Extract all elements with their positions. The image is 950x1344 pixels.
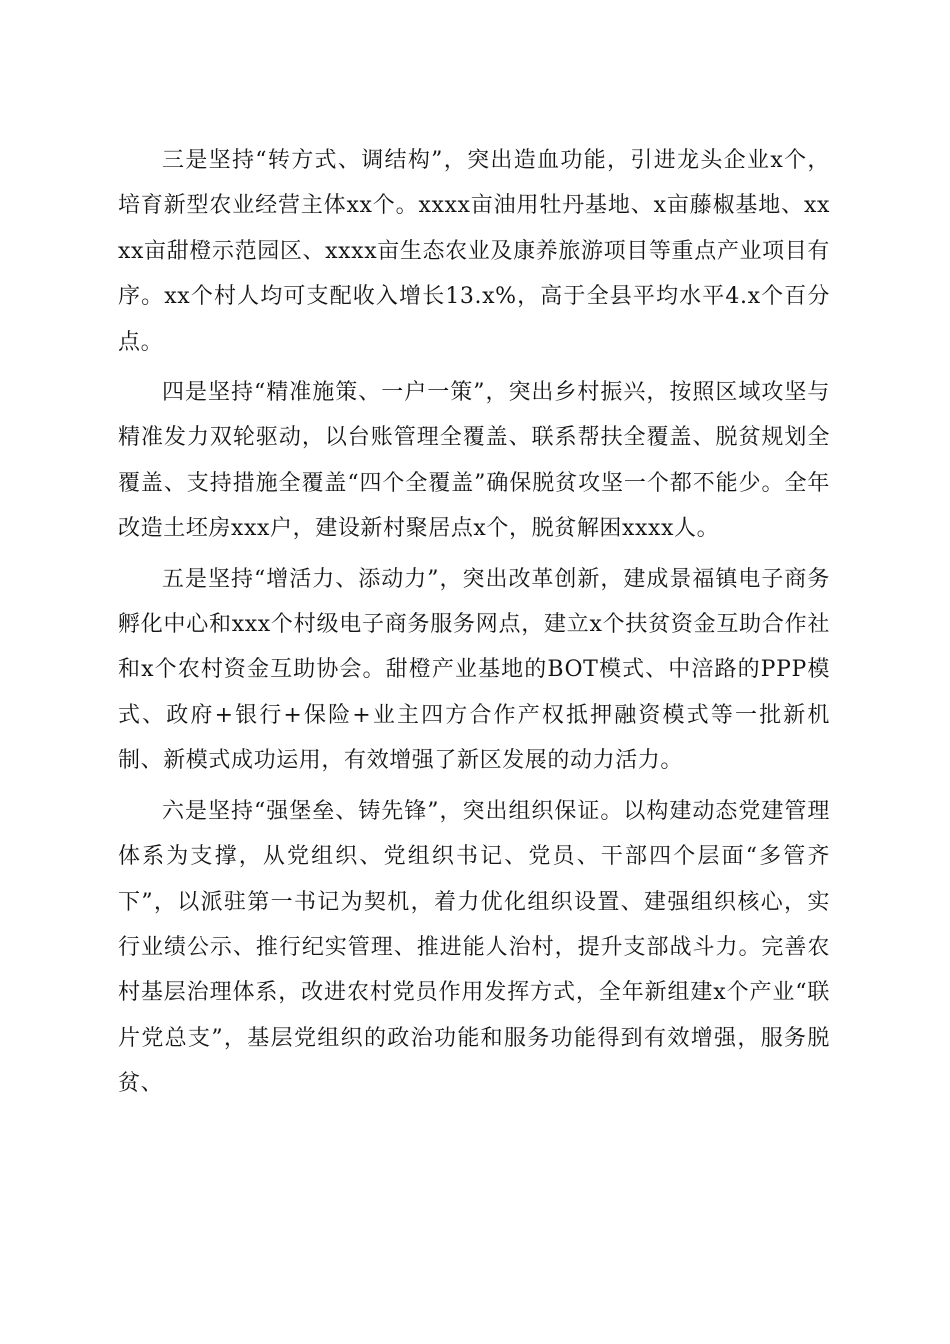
- paragraph-transform-structure: 三是坚持“转方式、调结构”，突出造血功能，引进龙头企业x个，培育新型农业经营主体xx个。xxxx亩油用牡丹基地、x亩藤椒基地、xxxx亩甜橙示范园区、xxxx亩生态农业及康养旅游项目等重点产业项目有序。xx个村人均可支配收入增长13.x%，高于全县平均水平4.x个百分点。: [118, 148, 830, 355]
- paragraph-precise-policy: 四是坚持“精准施策、一户一策”，突出乡村振兴，按照区域攻坚与精准发力双轮驱动，以台账管理全覆盖、联系帮扶全覆盖、脱贫规划全覆盖、支持措施全覆盖“四个全覆盖”确保脱贫攻坚一个都不能少。全年改造土坯房xxx户，建设新村聚居点x个，脱贫解困xxxx人。: [118, 380, 830, 542]
- document-body: [118, 138, 830, 1107]
- paragraph-party-organization: 六是坚持“强堡垒、铸先锋”，突出组织保证。以构建动态党建管理体系为支撑，从党组织、党组织书记、党员、干部四个层面“多管齐下”，以派驻第一书记为契机，着力优化组织设置、建强组织核心，实行业绩公示、推行纪实管理、推进能人治村，提升支部战斗力。完善农村基层治理体系，改进农村党员作用发挥方式，全年新组建x个产业“联片党总支”，基层党组织的政治功能和服务功能得到有效增强，服务脱贫、: [118, 798, 830, 1097]
- paragraph-vitality-reform: 五是坚持“增活力、添动力”，突出改革创新，建成景福镇电子商务孵化中心和xxx个村级电子商务服务网点，建立x个扶贫资金互助合作社和x个农村资金互助协会。甜橙产业基地的BOT模式、中涪路的PPP模式、政府+银行+保险+业主四方合作产权抵押融资模式等一批新机制、新模式成功运用，有效增强了新区发展的动力活力。: [118, 566, 830, 774]
